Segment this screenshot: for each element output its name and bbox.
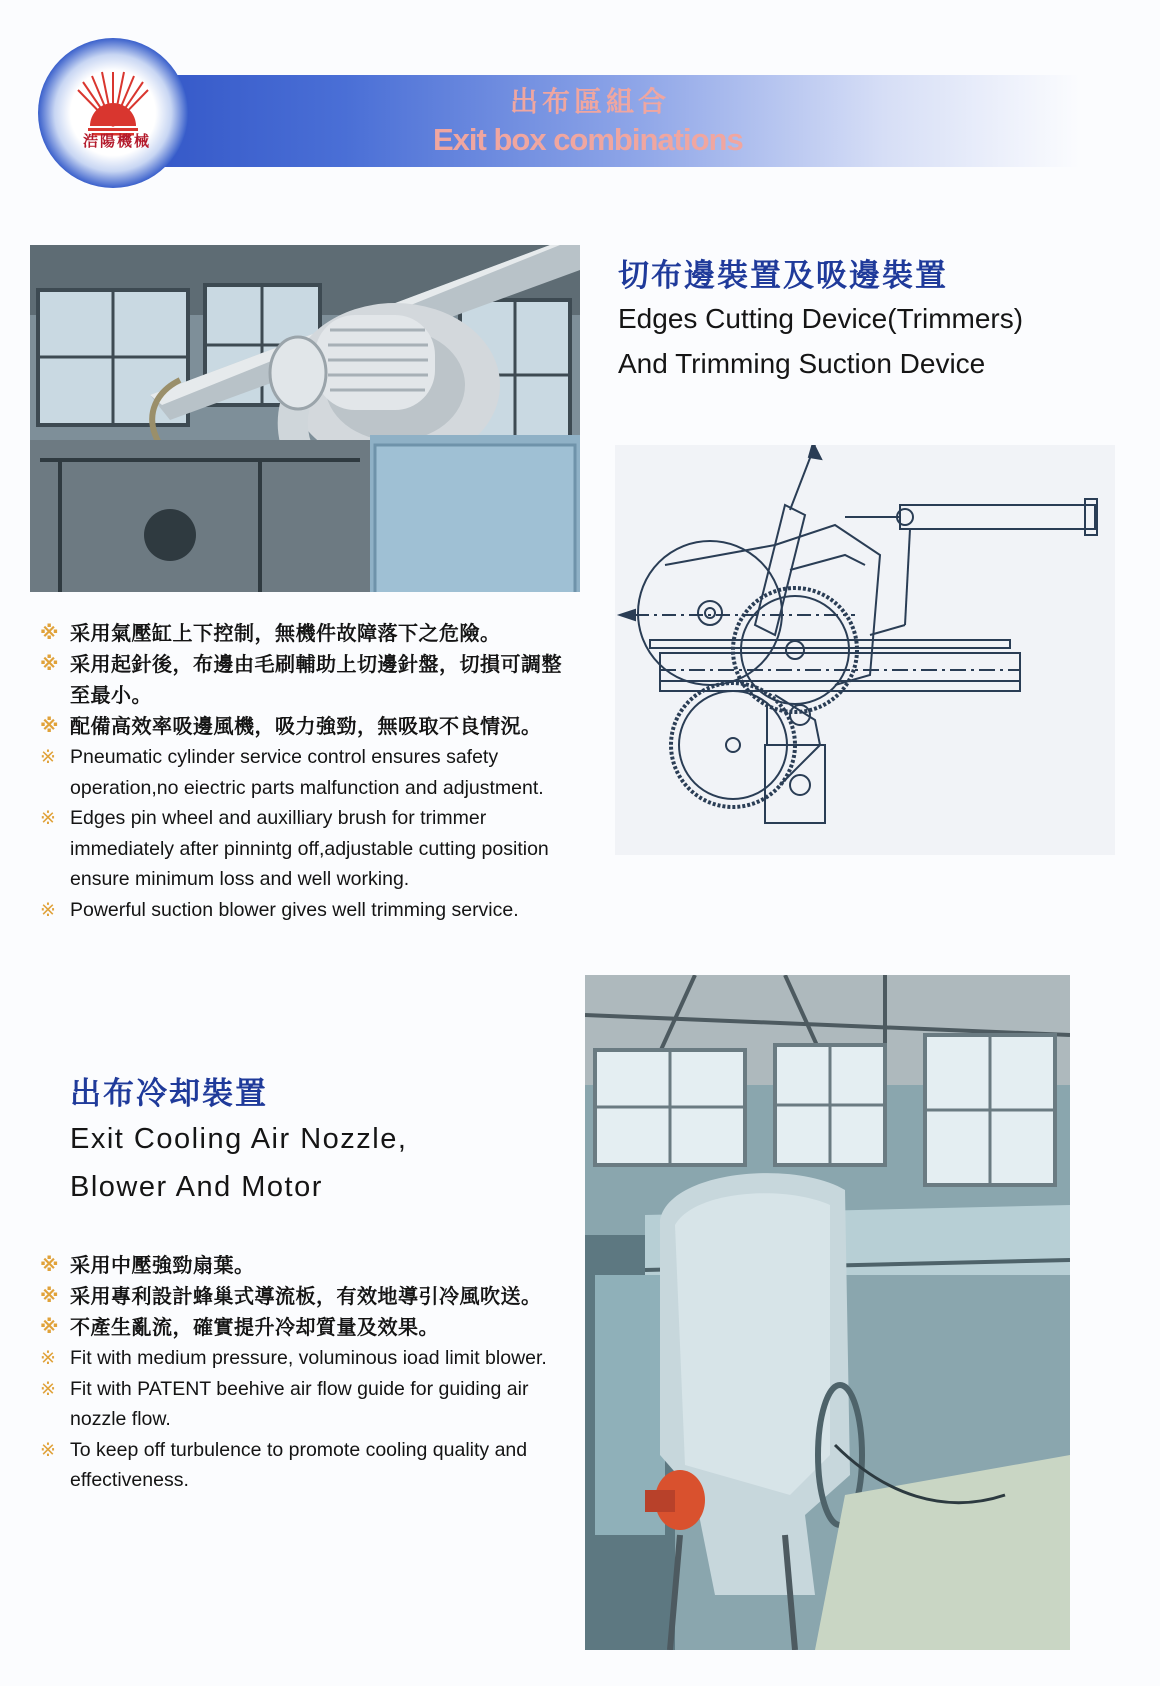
- trimmer-title-zh: 切布邊裝置及吸邊裝置: [618, 258, 948, 294]
- trimmer-heading: [618, 250, 1023, 385]
- list-item: ※ Edges pin wheel and auxilliary brush for trimmer immediately after pinnintg off,adjustable cutting position ensure minimum loss and well working.: [40, 803, 580, 895]
- note-mark-icon: ※: [40, 622, 59, 644]
- cooling-title-zh: 出布冷却裝置: [70, 1076, 268, 1112]
- list-item: ※ 采用中壓強勁扇葉。: [40, 1250, 580, 1281]
- note-mark-icon: ※: [40, 715, 59, 737]
- list-item: ※ Fit with PATENT beehive air flow guide for guiding air nozzle flow.: [40, 1374, 580, 1435]
- page-title-en: Exit box combinations: [433, 122, 743, 157]
- note-mark-icon: ※: [40, 746, 56, 768]
- cooling-title-en-1: Exit Cooling Air Nozzle,: [70, 1123, 408, 1155]
- list-item: ※ 采用起針後，布邊由毛刷輔助上切邊針盤，切損可調整至最小。: [40, 649, 580, 711]
- trimmer-photo: [30, 245, 580, 592]
- trimmer-notes: [40, 618, 580, 925]
- logo-text: 浩陽機械: [82, 132, 151, 150]
- note-mark-icon: ※: [40, 1285, 59, 1307]
- list-item: ※ 采用專利設計蜂巢式導流板，有效地導引冷風吹送。: [40, 1281, 580, 1312]
- cooling-title-en-2: Blower And Motor: [70, 1171, 323, 1203]
- list-item: ※ 配備高效率吸邊風機，吸力強勁，無吸取不良情況。: [40, 711, 580, 742]
- list-item: ※ 采用氣壓缸上下控制，無機件故障落下之危險。: [40, 618, 580, 649]
- note-mark-icon: ※: [40, 807, 56, 829]
- trimmer-title-en-1: Edges Cutting Device(Trimmers): [618, 303, 1024, 334]
- note-mark-icon: ※: [40, 1254, 59, 1276]
- cooling-photo: [585, 975, 1070, 1650]
- note-mark-icon: ※: [40, 1316, 59, 1338]
- note-mark-icon: ※: [40, 1377, 56, 1400]
- note-mark-icon: ※: [40, 1438, 56, 1461]
- list-item: ※ To keep off turbulence to promote cooling quality and effectiveness.: [40, 1435, 580, 1496]
- cooling-notes: [40, 1250, 580, 1496]
- page-title-zh: 出布區組合: [510, 85, 671, 118]
- list-item: ※ Pneumatic cylinder service control ensures safety operation,no eiectric parts malfunction and adjustment.: [40, 742, 580, 803]
- note-mark-icon: ※: [40, 1347, 56, 1369]
- list-item: ※ Fit with medium pressure, voluminous ioad limit blower.: [40, 1343, 580, 1374]
- sun-icon: [76, 66, 150, 140]
- list-item: ※ 不產生亂流，確實提升冷却質量及效果。: [40, 1312, 580, 1343]
- trimmer-title-en-2: And Trimming Suction Device: [618, 348, 986, 379]
- note-mark-icon: ※: [40, 653, 59, 675]
- cooling-heading: [70, 1068, 407, 1209]
- note-mark-icon: ※: [40, 898, 56, 921]
- list-item: ※ Powerful suction blower gives well trimming service.: [40, 895, 580, 926]
- trimmer-diagram: [615, 445, 1115, 855]
